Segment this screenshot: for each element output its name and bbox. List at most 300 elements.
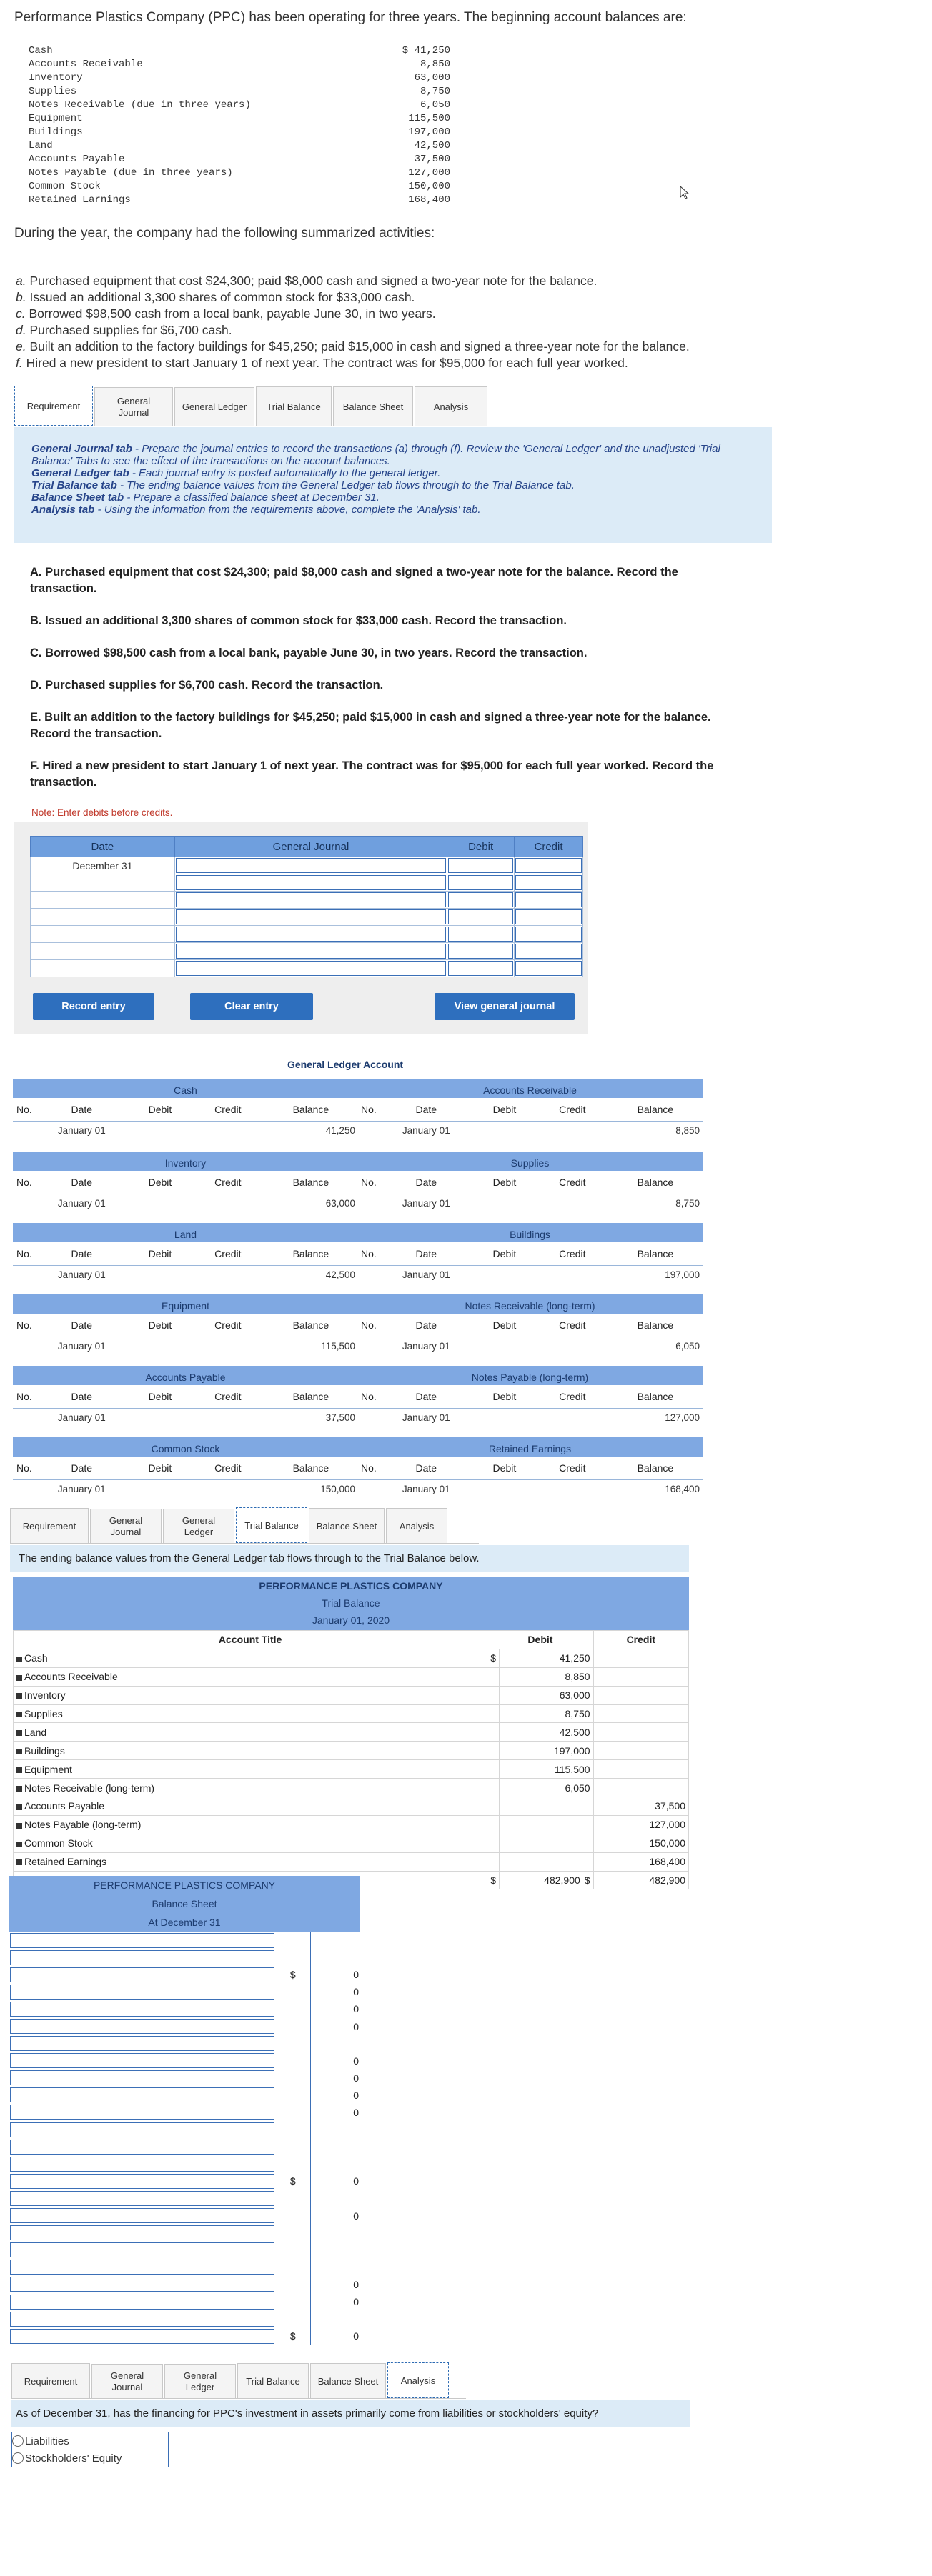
bs-row [9,2087,360,2104]
journal-account-input[interactable] [176,858,446,873]
bs-account-input[interactable] [10,2295,274,2310]
bs-account-input[interactable] [10,2019,274,2034]
journal-credit-input[interactable] [515,892,582,907]
trial-dollar-cell [487,1779,500,1797]
activity-text: Purchased equipment that cost $24,300; paid $8,000 cash and signed a two-year note for the balance. [29,274,598,288]
journal-cell [174,926,447,943]
trial-account: Common Stock [24,1837,93,1849]
tab-balance-sheet[interactable]: Balance Sheet [310,2363,386,2398]
bs-amount-cell[interactable] [310,1949,360,1966]
clear-entry-button[interactable]: Clear entry [190,993,313,1020]
trial-debit: 115,500 [500,1760,594,1779]
balance-value: 115,500 [408,113,450,124]
requirement-item: A. Purchased equipment that cost $24,300; paid $8,000 cash and signed a two-year note for the balance. Record the transaction. [30,566,678,595]
ledger-col-no: No. [13,1171,36,1194]
trial-row [14,1834,689,1852]
radio-icon[interactable] [12,2452,24,2464]
trial-debit [500,1815,594,1834]
tab-general-ledger[interactable]: General Ledger [163,1509,234,1543]
requirement-item: F. Hired a new president to start January 1 of next year. The contract was for $95,000 for each full year worked. Record the transaction. [30,759,714,789]
tab-general-ledger[interactable]: General Ledger [164,2364,236,2398]
trial-dollar-cell [487,1834,500,1852]
expand-icon[interactable] [16,1859,22,1865]
journal-debit-input[interactable] [448,909,513,924]
instruction-line [31,491,755,504]
bs-dollar-cell [276,2327,310,2345]
tab-balance-sheet[interactable]: Balance Sheet [333,386,413,426]
balance-account: Notes Payable (due in three years) [29,167,233,179]
balance-row [29,99,450,112]
journal-credit-input[interactable] [515,927,582,942]
trial-dollar-cell [487,1760,500,1779]
balance-account: Land [29,140,53,151]
trial-account: Retained Earnings [24,1856,107,1868]
tab-general-journal[interactable]: General Journal [94,387,173,426]
balance-value: $ 41,250 [402,45,450,56]
journal-row [31,909,583,926]
journal-cell [515,926,583,943]
trial-credit [593,1704,688,1723]
ledger-balance: 42,500 [325,1269,355,1280]
journal-row [31,892,583,909]
tab-trial-balance[interactable]: Trial Balance [237,2363,309,2398]
bs-amount: 0 [353,2278,359,2290]
expand-icon[interactable] [16,1675,22,1681]
bs-account-input[interactable] [10,1933,274,1948]
journal-date-cell [31,960,175,977]
ledger-account-name: Inventory [13,1152,358,1171]
trial-debit [500,1797,594,1816]
expand-icon[interactable] [16,1749,22,1754]
dollar-sign: $ [487,1871,500,1889]
balance-account: Common Stock [29,181,101,192]
ledger-date: January 01 [402,1483,450,1494]
journal-account-input[interactable] [176,875,446,890]
ledger-balance: 37,500 [325,1412,355,1423]
tab-requirement[interactable]: Requirement [14,386,93,426]
expand-icon[interactable] [16,1804,22,1810]
ledger-col-date: Date [380,1242,472,1266]
journal-date-cell [31,874,175,892]
ledger-col-date: Date [36,1385,128,1409]
bs-account-input[interactable] [10,2122,274,2137]
bs-amount-cell[interactable] [310,2052,360,2070]
activity-text: Built an addition to the factory buildings for $45,250; paid $15,000 in cash and signed a three-year note for the balance. [29,339,690,354]
bs-account-cell [9,2155,276,2172]
ledger-balance: 115,500 [321,1340,355,1352]
bs-dollar-cell [276,2276,310,2293]
bs-account-cell [9,2017,276,2035]
journal-date-cell [31,909,175,926]
bs-row [9,2207,360,2225]
bs-account-input[interactable] [10,2260,274,2275]
bs-row [9,1949,360,1966]
ledger-date: January 01 [57,1412,106,1423]
journal-debit-input[interactable] [448,944,513,959]
bs-account-input[interactable] [10,2002,274,2017]
bs-dollar-cell [276,2259,310,2276]
ledger-date: January 01 [402,1197,450,1209]
ledger-col-no: No. [357,1098,380,1122]
journal-credit-input[interactable] [515,944,582,959]
trial-account-cell [14,1760,487,1779]
tab-analysis[interactable]: Analysis [387,2362,449,2398]
bs-amount-cell[interactable] [310,2155,360,2172]
option-liabilities[interactable] [12,2432,168,2450]
tab-analysis[interactable]: Analysis [415,386,487,426]
bs-account-cell [9,2121,276,2138]
journal-date-cell [31,892,175,909]
trial-row [14,1760,689,1779]
bs-date: At December 31 [148,1917,221,1928]
trial-row [14,1742,689,1760]
activity-item [16,339,690,355]
journal-cell [447,960,515,977]
journal-debit-input[interactable] [448,961,513,976]
bs-account-cell [9,2327,276,2345]
ledger-account-name: Common Stock [13,1437,358,1457]
bs-amount-cell[interactable] [310,2327,360,2345]
bs-account-input[interactable] [10,2329,274,2344]
bs-account-input[interactable] [10,1950,274,1965]
bs-dollar-cell [276,1966,310,1983]
bs-amount-cell[interactable] [310,2225,360,2242]
ledger-balance: 127,000 [665,1412,700,1423]
ledger-date: January 01 [402,1124,450,1136]
bs-dollar-cell [276,2310,310,2327]
ledger-account-name: Notes Payable (long-term) [357,1366,703,1385]
activity-text: Hired a new president to start January 1 of next year. The contract was for $95,000 for each full year worked. [26,356,628,370]
journal-date-cell [31,926,175,943]
bs-amount-cell[interactable] [310,2172,360,2190]
tab-bar [10,1504,479,1544]
trial-row [14,1852,689,1871]
trial-account: Accounts Payable [24,1800,105,1812]
bs-amount-cell[interactable] [310,2293,360,2310]
bs-row [9,2121,360,2138]
requirement-item: C. Borrowed $98,500 cash from a local bank, payable June 30, in two years. Record the transaction. [30,647,588,659]
balance-account: Cash [29,45,53,56]
bs-amount: 0 [353,2089,359,2101]
radio-icon[interactable] [12,2435,24,2447]
balance-value: 8,750 [420,86,450,97]
journal-cell [174,943,447,960]
trial-debit [500,1852,594,1871]
ledger-col-date: Date [36,1457,128,1480]
balance-value: 37,500 [414,154,450,165]
bs-row [9,2225,360,2242]
ledger-col-balance: Balance [264,1385,358,1409]
bs-amount-cell[interactable] [310,2035,360,2052]
balance-row [29,58,450,71]
bs-amount-cell[interactable] [310,2087,360,2104]
debit-note: Note: Enter debits before credits. [31,807,173,818]
trial-dollar-cell [487,1723,500,1742]
view-general-journal-button[interactable]: View general journal [435,993,575,1020]
ledger-col-balance: Balance [608,1457,703,1480]
bs-account-input[interactable] [10,1967,274,1982]
bs-account-cell [9,1932,276,1949]
trial-row [14,1686,689,1704]
bs-account-input[interactable] [10,2242,274,2257]
bs-account-input[interactable] [10,2208,274,2223]
bs-account-input[interactable] [10,2036,274,2051]
bs-amount-cell[interactable] [310,1932,360,1949]
bs-amount-cell[interactable] [310,2121,360,2138]
trial-account: Notes Receivable (long-term) [24,1782,155,1794]
journal-cell [447,943,515,960]
ledger-col-debit: Debit [472,1457,537,1480]
journal-col-account: General Journal [174,837,447,857]
bs-amount-cell[interactable] [310,1983,360,2000]
journal-credit-input[interactable] [515,858,582,873]
trial-dollar-cell [487,1815,500,1834]
ledger-account [13,1152,358,1212]
trial-dollar-cell [487,1797,500,1816]
ledger-account-name: Accounts Payable [13,1366,358,1385]
trial-debit [500,1834,594,1852]
activities-heading: During the year, the company had the following summarized activities: [14,226,435,241]
bs-account-input[interactable] [10,2105,274,2120]
intro-text: Performance Plastics Company (PPC) has been operating for three years. The beginning account balances are: [14,10,687,25]
ledger-account-name: Land [13,1223,358,1242]
bs-dollar-cell [276,2138,310,2155]
journal-debit-input[interactable] [448,875,513,890]
balance-account: Notes Receivable (due in three years) [29,99,251,111]
trial-debit: 8,750 [500,1704,594,1723]
expand-icon[interactable] [16,1767,22,1773]
bs-dollar-cell [276,2155,310,2172]
bs-amount-cell[interactable] [310,2190,360,2207]
bs-amount-cell[interactable] [310,2070,360,2087]
ledger-col-credit: Credit [537,1457,608,1480]
trial-account: Buildings [24,1744,65,1757]
journal-col-date: Date [31,837,175,857]
bs-dollar-cell [276,2121,310,2138]
journal-cell [515,874,583,892]
instruction-label: General Ledger tab [31,467,129,479]
ledger-date: January 01 [402,1340,450,1352]
journal-credit-input[interactable] [515,875,582,890]
ledger-account [13,1437,358,1497]
journal-credit-input[interactable] [515,909,582,924]
ledger-col-debit: Debit [128,1385,192,1409]
bs-amount-cell[interactable] [310,2138,360,2155]
trial-debit: 8,850 [500,1667,594,1686]
bs-account-input[interactable] [10,1985,274,2000]
expand-icon[interactable] [16,1693,22,1699]
ledger-account [13,1294,358,1354]
bs-account-input[interactable] [10,2140,274,2155]
bs-account-input[interactable] [10,2191,274,2206]
trial-account-cell [14,1779,487,1797]
requirement-item: E. Built an addition to the factory buildings for $45,250; paid $15,000 in cash and signed a three-year note for the balance. Record the transaction. [30,711,711,740]
balance-value: 63,000 [414,72,450,84]
bs-dollar-cell [276,2035,310,2052]
bs-account-input[interactable] [10,2174,274,2189]
instruction-label: Analysis tab [31,504,95,516]
bs-amount-cell[interactable] [310,2104,360,2121]
trial-dollar-cell [487,1742,500,1760]
bs-row [9,1966,360,1983]
journal-account-input[interactable] [176,892,446,907]
trial-company: PERFORMANCE PLASTICS COMPANY [259,1580,443,1592]
balance-row [29,194,450,207]
expand-icon[interactable] [16,1657,22,1662]
activity-letter: a. [16,274,26,288]
bs-dollar-cell [276,2070,310,2087]
tab-bar [11,2360,466,2399]
bs-account-cell [9,2035,276,2052]
bs-account-input[interactable] [10,2277,274,2292]
ledger-balance: 8,850 [675,1124,700,1136]
tab-requirement[interactable]: Requirement [11,2363,90,2398]
expand-icon[interactable] [16,1823,22,1829]
bs-amount-cell[interactable] [310,2000,360,2017]
tab-general-journal[interactable]: General Journal [90,1509,162,1543]
bs-account-cell [9,2207,276,2225]
trial-row [14,1667,689,1686]
tab-analysis[interactable]: Analysis [386,1508,447,1543]
journal-date-cell [31,943,175,960]
ledger-col-credit: Credit [537,1242,608,1266]
ledger-col-date: Date [380,1457,472,1480]
ledger-balance: 6,050 [675,1340,700,1352]
trial-title: Trial Balance [322,1597,380,1609]
trial-debit: 6,050 [500,1779,594,1797]
journal-debit-input[interactable] [448,892,513,907]
bs-title: Balance Sheet [152,1898,217,1909]
journal-cell [515,943,583,960]
bs-dollar-cell [276,2104,310,2121]
journal-cell [447,857,515,874]
ledger-account-name: Retained Earnings [357,1437,703,1457]
bs-account-input[interactable] [10,2053,274,2068]
bs-amount: 0 [353,2055,359,2067]
bs-account-input[interactable] [10,2225,274,2240]
ledger-account-name: Supplies [357,1152,703,1171]
bs-amount-cell[interactable] [310,2259,360,2276]
bs-account-input[interactable] [10,2312,274,2327]
instruction-text: - Prepare a classified balance sheet at December 31. [124,491,380,504]
bs-account-input[interactable] [10,2087,274,2102]
journal-account-input[interactable] [176,909,446,924]
ledger-col-no: No. [13,1385,36,1409]
bs-account-cell [9,2000,276,2017]
balance-value: 127,000 [408,167,450,179]
trial-credit: 168,400 [593,1852,688,1871]
bs-row [9,2138,360,2155]
balance-account: Inventory [29,72,83,84]
expand-icon[interactable] [16,1842,22,1847]
bs-dollar-cell [276,2242,310,2259]
mouse-cursor-icon [680,186,690,200]
journal-credit-input[interactable] [515,961,582,976]
ledger-col-no: No. [357,1457,380,1480]
balance-row [29,153,450,166]
bs-dollar-cell [276,1932,310,1949]
bs-amount-cell[interactable] [310,2276,360,2293]
ledger-date: January 01 [57,1197,106,1209]
tab-trial-balance[interactable]: Trial Balance [236,1507,307,1543]
journal-account-input[interactable] [176,927,446,942]
bs-account-cell [9,2310,276,2327]
ledger-col-date: Date [380,1314,472,1337]
ledger-account [357,1366,703,1426]
journal-debit-input[interactable] [448,927,513,942]
trial-debit: 42,500 [500,1723,594,1742]
ledger-col-no: No. [13,1098,36,1122]
bs-amount-cell[interactable] [310,2207,360,2225]
instruction-label: Trial Balance tab [31,479,117,491]
bs-row [9,2327,360,2345]
bs-account-cell [9,1949,276,1966]
ledger-col-balance: Balance [264,1098,358,1122]
ledger-account [357,1294,703,1354]
dollar-sign: $ [490,1652,497,1664]
ledger-col-balance: Balance [608,1242,703,1266]
tab-requirement[interactable]: Requirement [10,1508,89,1543]
bs-amount: 0 [353,1986,359,1998]
option-stockholders-equity[interactable] [12,2450,168,2467]
bs-account-cell [9,2104,276,2121]
expand-icon[interactable] [16,1730,22,1736]
bs-row [9,2242,360,2259]
activity-item [16,322,690,339]
instruction-line [31,504,755,516]
bs-amount: 0 [353,2072,359,2084]
activity-item [16,289,690,306]
ledger-col-balance: Balance [608,1314,703,1337]
expand-icon[interactable] [16,1712,22,1717]
journal-date: December 31 [72,859,133,872]
tab-trial-balance[interactable]: Trial Balance [256,386,332,426]
instruction-line [31,479,755,491]
trial-dollar-cell [487,1686,500,1704]
tab-general-ledger[interactable]: General Ledger [174,387,254,426]
bs-account-cell [9,1983,276,2000]
record-entry-button[interactable]: Record entry [33,993,154,1020]
journal-cell [174,909,447,926]
balance-account: Accounts Receivable [29,59,143,70]
expand-icon[interactable] [16,1786,22,1792]
dollar-sign: $ [289,2330,296,2342]
journal-account-input[interactable] [176,944,446,959]
activities-list [16,273,690,371]
journal-row [31,943,583,960]
balance-value: 168,400 [408,194,450,206]
dollar-sign: $ [584,1874,590,1887]
bs-account-input[interactable] [10,2070,274,2085]
bs-dollar-cell [276,1983,310,2000]
bs-amount-cell[interactable] [310,2310,360,2327]
bs-account-input[interactable] [10,2157,274,2172]
journal-account-input[interactable] [176,961,446,976]
bs-amount-cell[interactable] [310,2242,360,2259]
bs-amount-cell[interactable] [310,2017,360,2035]
ledger-col-date: Date [380,1385,472,1409]
tab-balance-sheet[interactable]: Balance Sheet [309,1508,385,1543]
journal-debit-input[interactable] [448,858,513,873]
ledger-col-debit: Debit [128,1242,192,1266]
trial-credit [593,1649,688,1667]
tab-general-journal[interactable]: General Journal [91,2364,163,2398]
trial-account: Notes Payable (long-term) [24,1819,142,1831]
bs-dollar-cell [276,2293,310,2310]
ledger-col-credit: Credit [537,1171,608,1194]
bs-dollar-cell [276,2225,310,2242]
bs-amount-cell[interactable] [310,1966,360,1983]
